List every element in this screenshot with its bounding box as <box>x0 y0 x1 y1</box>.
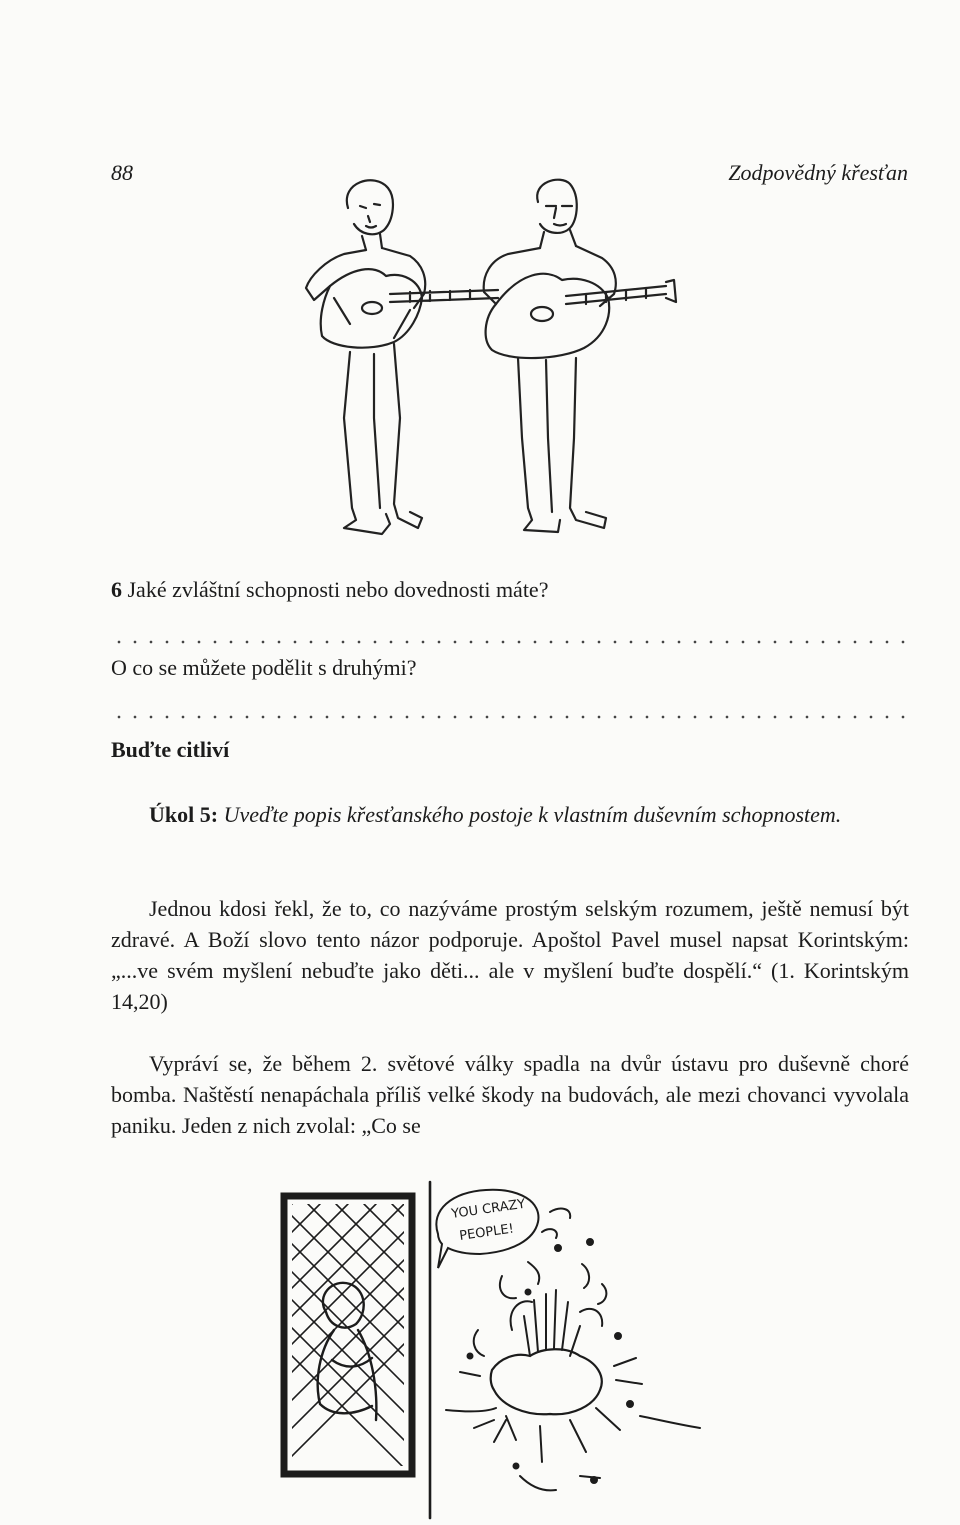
speech-bubble <box>436 1190 538 1268</box>
question-number: 6 <box>111 577 122 602</box>
answer-line-2[interactable] <box>111 715 909 719</box>
paragraph-1-text: Jednou kdosi řekl, že to, co nazýváme prostým selským rozumem, ještě nemusí být zdravé. A Boží slovo tento názor podporuje. Apoštol Pavel musel napsat Korintským: „...ve svém myšlení nebuďte jako děti... ale v myšlení buďte dospělí.“ (1. Korintským 14,20) <box>111 896 909 1014</box>
paragraph-2 <box>111 1048 909 1141</box>
question-followup: O co se můžete podělit s druhými? <box>111 655 417 680</box>
speech-line-1: YOU CRAZY <box>450 1196 527 1222</box>
section-title: Buďte citliví <box>111 737 230 762</box>
left-guitarist <box>306 180 498 534</box>
answer-line-1[interactable] <box>111 640 909 644</box>
right-guitarist <box>484 180 676 532</box>
task-label: Úkol 5: <box>149 802 219 827</box>
question-6 <box>111 577 548 603</box>
speech-line-2: PEOPLE! <box>458 1221 515 1244</box>
running-head: Zodpovědný křesťan <box>728 160 908 185</box>
paragraph-2-text: Vypráví se, že během 2. světové války spadla na dvůr ústavu pro duševně choré bomba. Naštěstí nenapáchala příliš velké škody na budovách, ale mezi chovanci vyvolala paniku. Jeden z nich zvolal: „Co se <box>111 1051 909 1138</box>
bomb-cartoon-illustration <box>280 1180 720 1520</box>
paragraph-1 <box>111 893 909 1017</box>
question-text: Jaké zvláštní schopnosti nebo dovednosti máte? <box>127 577 549 602</box>
guitarists-illustration <box>270 168 690 550</box>
bomb-explosion <box>446 1209 700 1491</box>
task-text: Uveďte popis křesťanského postoje k vlastním duševním schopnostem. <box>223 802 842 827</box>
inmate-figure <box>318 1283 377 1420</box>
page-number: 88 <box>111 160 133 185</box>
task-5 <box>111 799 909 830</box>
